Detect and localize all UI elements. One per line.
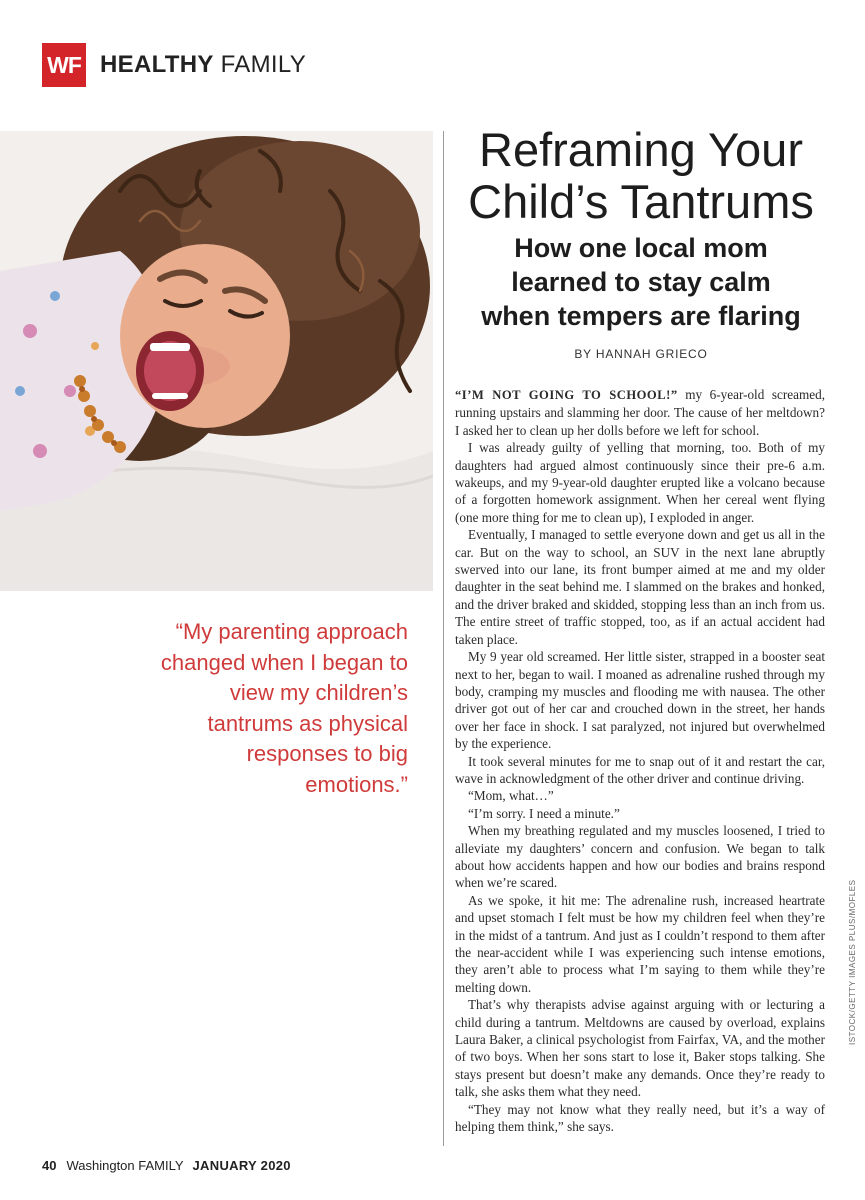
body-paragraph-1-text: my 6-year-old screamed, running upstairs and slamming her door. The cause of her meltdown? I asked her to clean up her dolls before we left for school. <box>455 387 825 438</box>
issue-date: JANUARY 2020 <box>192 1158 291 1173</box>
byline: BY HANNAH GRIECO <box>574 347 708 361</box>
section-title-light: FAMILY <box>220 51 307 78</box>
body-paragraph-11: “They may not know what they really need, but it’s a way of helping them think,” she says. <box>455 1101 825 1135</box>
headline-line-1: Reframing Your <box>479 123 803 176</box>
article-headline <box>456 124 826 228</box>
dek-line-1: How one local mom <box>514 233 768 263</box>
body-paragraph-5: It took several minutes for me to snap out of it and restart the car, wave in acknowledgment of the other driver and continue driving. <box>455 753 825 786</box>
child-photo-illustration <box>0 131 433 591</box>
dek-line-2: learned to stay calm <box>511 267 771 297</box>
wf-logo: WF <box>42 43 86 87</box>
section-title <box>100 51 306 79</box>
body-paragraph-1 <box>455 386 825 439</box>
article-body <box>455 386 825 1135</box>
body-paragraph-6: “Mom, what…” <box>468 788 554 804</box>
body-paragraph-3: Eventually, I managed to settle everyone down and get us all in the car. But on the way to school, an SUV in the next lane abruptly swerved into our lane, its front bumper aimed at me and my older daughter in the seat behind me. I slammed on the brakes and honked, and the driver braked and skidded, stopping less than an inch from us. The entire street of traffic stopped, too, as if an actual accident had taken place. <box>455 527 825 647</box>
section-header <box>42 42 306 88</box>
photo-credit: ISTOCK/GETTY IMAGES PLUS/MOFLES <box>848 879 857 1045</box>
pull-quote: “My parenting approach changed when I began to view my children’s tantrums as physical responses to big emotions.” <box>160 619 408 797</box>
headline-line-2: Child’s Tantrums <box>468 175 814 228</box>
lead-in: “I’M NOT GOING TO SCHOOL!” <box>455 388 678 402</box>
publication-name: Washington FAMILY <box>66 1158 184 1173</box>
body-paragraph-4: My 9 year old screamed. Her little sister, strapped in a booster seat next to her, began to wail. I moaned as adrenaline rushed through my body, cramping my muscles and flooding me with nausea. The other driver got out of her car and crouched down in the street, her hands over her face in shock. I sat paralyzed, not injured but overwhelmed by the experience. <box>455 649 825 752</box>
body-paragraph-10: That’s why therapists advise against arguing with or lecturing a child during a tantrum. Meltdowns are caused by overload, explains Laura Baker, a clinical psychologist from Fairfax, VA, and the mother of two boys. When her sons start to lose it, Baker stops talking. She stays present but doesn’t make any demands. Once they’re ready to talk, she asks them what they need. <box>455 997 825 1100</box>
body-paragraph-8: When my breathing regulated and my muscles loosened, I tried to alleviate my daughters’ concern and confusion. We began to talk about how accidents happen and how our bodies and brains respond when we’re scared. <box>455 823 825 891</box>
body-paragraph-2: I was already guilty of yelling that morning, too. Both of my daughters had argued almost continuously since their pre-6 a.m. wakeups, and my 9-year-old daughter erupted like a volcano because of a forgotten homework assignment. When her cereal went flying (one more thing for me to clean up), I exploded in anger. <box>455 440 825 525</box>
page-footer <box>42 1158 291 1173</box>
article-dek <box>456 231 826 333</box>
article-photo-crying-child <box>0 131 433 591</box>
column-divider <box>443 131 444 1146</box>
body-paragraph-9: As we spoke, it hit me: The adrenaline rush, increased heartrate and upset stomach I felt must be how my children feel when they’re in the midst of a tantrum. And just as I couldn’t respond to them after the near-accident while I was experiencing such intense emotions, they aren’t able to process what I’m saying to them while they’re melting down. <box>455 892 825 995</box>
section-title-bold: HEALTHY <box>100 51 214 78</box>
page-number: 40 <box>42 1158 57 1173</box>
dek-line-3: when tempers are flaring <box>481 301 801 331</box>
body-paragraph-7: “I’m sorry. I need a minute.” <box>468 805 620 821</box>
